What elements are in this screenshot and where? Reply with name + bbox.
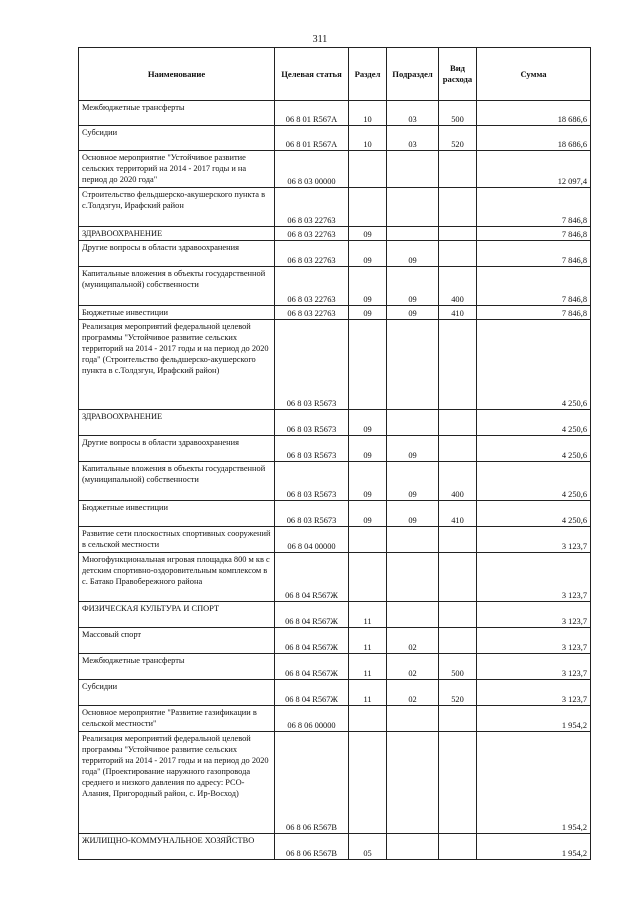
- row-name: ФИЗИЧЕСКАЯ КУЛЬТУРА И СПОРТ: [79, 602, 275, 628]
- row-expense-type: [439, 241, 477, 267]
- row-name: Капитальные вложения в объекты государственной (муниципальной) собственности: [79, 267, 275, 306]
- table-row: [79, 188, 591, 227]
- row-target: 06 8 06 R567В: [275, 834, 349, 860]
- row-section: [349, 706, 387, 732]
- row-expense-type: [439, 834, 477, 860]
- table-body: [79, 101, 591, 860]
- row-subsection: [387, 553, 439, 602]
- header-section: Раздел: [349, 48, 387, 101]
- row-name: Другие вопросы в области здравоохранения: [79, 436, 275, 462]
- row-name: Основное мероприятие "Устойчивое развитие сельских территорий на 2014 - 2017 годы и на период до 2020 года": [79, 151, 275, 188]
- row-subsection: [387, 410, 439, 436]
- row-section: 10: [349, 101, 387, 126]
- row-subsection: [387, 602, 439, 628]
- row-amount: 12 097,4: [477, 151, 591, 188]
- row-target: 06 8 04 R567Ж: [275, 602, 349, 628]
- row-expense-type: 410: [439, 306, 477, 320]
- row-target: 06 8 01 R567А: [275, 126, 349, 151]
- row-expense-type: 500: [439, 101, 477, 126]
- row-subsection: 03: [387, 126, 439, 151]
- table-row: [79, 320, 591, 410]
- table-row: [79, 680, 591, 706]
- row-name: Массовый спорт: [79, 628, 275, 654]
- table-row: [79, 151, 591, 188]
- row-section: 10: [349, 126, 387, 151]
- row-amount: 3 123,7: [477, 602, 591, 628]
- table-row: [79, 241, 591, 267]
- row-expense-type: [439, 553, 477, 602]
- row-target: 06 8 04 R567Ж: [275, 628, 349, 654]
- row-name: Бюджетные инвестиции: [79, 306, 275, 320]
- row-expense-type: 520: [439, 126, 477, 151]
- row-subsection: 03: [387, 101, 439, 126]
- row-expense-type: [439, 732, 477, 834]
- row-subsection: 02: [387, 654, 439, 680]
- table-row: [79, 553, 591, 602]
- row-section: 09: [349, 241, 387, 267]
- row-amount: 4 250,6: [477, 320, 591, 410]
- row-name: Развитие сети плоскостных спортивных сооружений в сельской местности: [79, 527, 275, 553]
- row-subsection: [387, 732, 439, 834]
- row-section: [349, 320, 387, 410]
- row-expense-type: [439, 227, 477, 241]
- table-row: [79, 602, 591, 628]
- row-name: Межбюджетные трансферты: [79, 654, 275, 680]
- row-amount: 1 954,2: [477, 706, 591, 732]
- row-subsection: [387, 527, 439, 553]
- row-expense-type: [439, 602, 477, 628]
- row-name: Субсидии: [79, 126, 275, 151]
- row-target: 06 8 01 R567А: [275, 101, 349, 126]
- row-amount: 4 250,6: [477, 410, 591, 436]
- row-subsection: [387, 320, 439, 410]
- table-row: [79, 706, 591, 732]
- row-amount: 18 686,6: [477, 101, 591, 126]
- table-row: [79, 227, 591, 241]
- row-section: 11: [349, 602, 387, 628]
- row-subsection: [387, 834, 439, 860]
- row-target: 06 8 06 00000: [275, 706, 349, 732]
- header-expense-type: Вид расхода: [439, 48, 477, 101]
- row-subsection: [387, 227, 439, 241]
- row-subsection: [387, 188, 439, 227]
- row-expense-type: [439, 527, 477, 553]
- row-expense-type: [439, 410, 477, 436]
- row-target: 06 8 03 R5673: [275, 320, 349, 410]
- row-section: 11: [349, 654, 387, 680]
- table-row: [79, 527, 591, 553]
- row-name: ЖИЛИЩНО-КОММУНАЛЬНОЕ ХОЗЯЙСТВО: [79, 834, 275, 860]
- table-row: [79, 126, 591, 151]
- page-number: 311: [312, 34, 328, 45]
- table-row: [79, 267, 591, 306]
- row-section: 09: [349, 306, 387, 320]
- row-target: 06 8 04 00000: [275, 527, 349, 553]
- row-subsection: 09: [387, 306, 439, 320]
- row-subsection: [387, 706, 439, 732]
- row-subsection: 02: [387, 680, 439, 706]
- row-subsection: 09: [387, 267, 439, 306]
- row-section: 09: [349, 436, 387, 462]
- table-row: [79, 834, 591, 860]
- row-amount: 7 846,8: [477, 241, 591, 267]
- row-subsection: 02: [387, 628, 439, 654]
- row-name: Основное мероприятие "Развитие газификации в сельской местности": [79, 706, 275, 732]
- row-expense-type: [439, 436, 477, 462]
- row-amount: 1 954,2: [477, 732, 591, 834]
- row-section: [349, 553, 387, 602]
- row-amount: 4 250,6: [477, 501, 591, 527]
- row-name: Многофункциональная игровая площадка 800 м кв с детским спортивно-оздоровительным комплексом в с. Батако Правобережного района: [79, 553, 275, 602]
- row-section: 11: [349, 628, 387, 654]
- row-target: 06 8 03 R5673: [275, 436, 349, 462]
- row-amount: 1 954,2: [477, 834, 591, 860]
- row-target: 06 8 03 00000: [275, 151, 349, 188]
- row-section: 09: [349, 410, 387, 436]
- row-target: 06 8 03 22763: [275, 306, 349, 320]
- row-target: 06 8 04 R567Ж: [275, 654, 349, 680]
- row-section: 11: [349, 680, 387, 706]
- table-row: [79, 654, 591, 680]
- row-subsection: 09: [387, 241, 439, 267]
- row-expense-type: 500: [439, 654, 477, 680]
- row-section: 09: [349, 462, 387, 501]
- row-target: 06 8 03 22763: [275, 267, 349, 306]
- row-target: 06 8 03 22763: [275, 241, 349, 267]
- row-amount: 18 686,6: [477, 126, 591, 151]
- row-name: Межбюджетные трансферты: [79, 101, 275, 126]
- row-target: 06 8 06 R567В: [275, 732, 349, 834]
- row-amount: 3 123,7: [477, 628, 591, 654]
- row-amount: 7 846,8: [477, 267, 591, 306]
- table-row: [79, 628, 591, 654]
- row-amount: 3 123,7: [477, 654, 591, 680]
- row-section: 09: [349, 501, 387, 527]
- row-target: 06 8 03 R5673: [275, 410, 349, 436]
- row-name: Реализация мероприятий федеральной целевой программы "Устойчивое развитие сельских территорий на 2014 - 2017 годы и на период до 2020 года" (Проектирование наружного газопровода среднего и низкого давления по адресу: РСО-Алания, Пригородный район, с. Ир-Восход): [79, 732, 275, 834]
- row-expense-type: [439, 188, 477, 227]
- row-name: Капитальные вложения в объекты государственной (муниципальной) собственности: [79, 462, 275, 501]
- row-target: 06 8 03 22763: [275, 188, 349, 227]
- row-section: 05: [349, 834, 387, 860]
- row-name: Строительство фельдшерско-акушерского пункта в с.Толдзгун, Ирафский район: [79, 188, 275, 227]
- row-name: Другие вопросы в области здравоохранения: [79, 241, 275, 267]
- row-section: 09: [349, 227, 387, 241]
- header-name: Наименование: [79, 48, 275, 101]
- row-expense-type: [439, 151, 477, 188]
- table-row: [79, 462, 591, 501]
- row-subsection: [387, 151, 439, 188]
- table-header-row: [79, 48, 591, 101]
- table-row: [79, 436, 591, 462]
- row-name: ЗДРАВООХРАНЕНИЕ: [79, 227, 275, 241]
- row-name: Субсидии: [79, 680, 275, 706]
- header-subsection: Подраздел: [387, 48, 439, 101]
- row-section: 09: [349, 267, 387, 306]
- row-target: 06 8 03 R5673: [275, 501, 349, 527]
- table-row: [79, 306, 591, 320]
- row-expense-type: 520: [439, 680, 477, 706]
- row-amount: 7 846,8: [477, 227, 591, 241]
- row-subsection: 09: [387, 462, 439, 501]
- row-target: 06 8 04 R567Ж: [275, 680, 349, 706]
- table-row: [79, 410, 591, 436]
- row-amount: 7 846,8: [477, 306, 591, 320]
- row-amount: 4 250,6: [477, 436, 591, 462]
- row-amount: 4 250,6: [477, 462, 591, 501]
- row-expense-type: [439, 628, 477, 654]
- row-expense-type: [439, 320, 477, 410]
- row-amount: 3 123,7: [477, 527, 591, 553]
- row-name: ЗДРАВООХРАНЕНИЕ: [79, 410, 275, 436]
- row-section: [349, 732, 387, 834]
- table-row: [79, 732, 591, 834]
- header-amount: Сумма: [477, 48, 591, 101]
- budget-table: [78, 47, 591, 860]
- row-amount: 7 846,8: [477, 188, 591, 227]
- row-expense-type: [439, 706, 477, 732]
- row-target: 06 8 04 R567Ж: [275, 553, 349, 602]
- row-name: Реализация мероприятий федеральной целевой программы "Устойчивое развитие сельских территорий на 2014 - 2017 годы и на период до 2020 года" (Строительство фельдшерско-акушерского пункта в с.Толдзгун, Ирафский район): [79, 320, 275, 410]
- table-row: [79, 101, 591, 126]
- row-expense-type: 400: [439, 267, 477, 306]
- table-row: [79, 501, 591, 527]
- row-section: [349, 527, 387, 553]
- row-name: Бюджетные инвестиции: [79, 501, 275, 527]
- row-target: 06 8 03 R5673: [275, 462, 349, 501]
- row-subsection: 09: [387, 436, 439, 462]
- row-expense-type: 410: [439, 501, 477, 527]
- row-section: [349, 188, 387, 227]
- row-section: [349, 151, 387, 188]
- row-target: 06 8 03 22763: [275, 227, 349, 241]
- row-amount: 3 123,7: [477, 680, 591, 706]
- row-subsection: 09: [387, 501, 439, 527]
- header-target: Целевая статья: [275, 48, 349, 101]
- row-expense-type: 400: [439, 462, 477, 501]
- row-amount: 3 123,7: [477, 553, 591, 602]
